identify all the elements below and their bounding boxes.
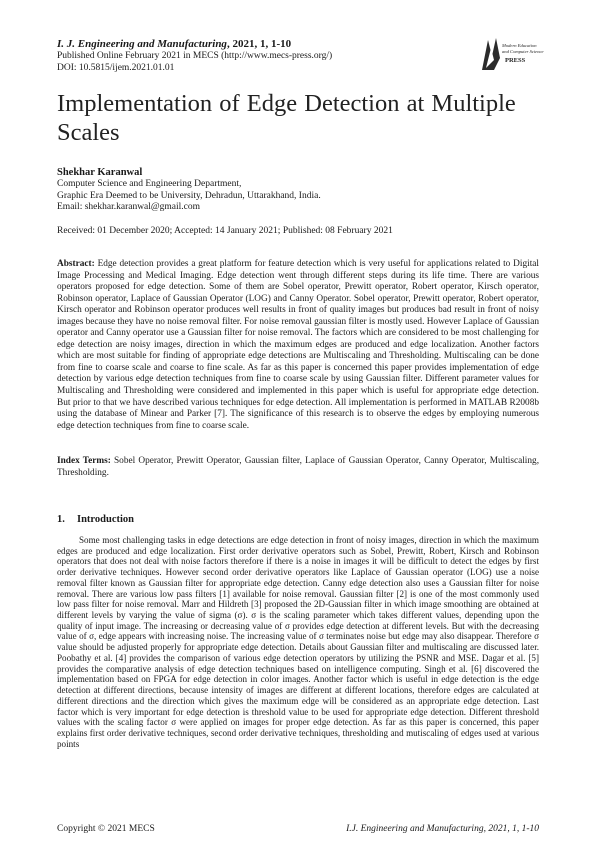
copyright: Copyright © 2021 MECS xyxy=(57,824,155,834)
section-heading-introduction xyxy=(57,514,134,525)
author-name: Shekhar Karanwal xyxy=(57,167,143,178)
section-title: Introduction xyxy=(77,514,134,525)
logo-text-line2: and Computer Science xyxy=(502,49,544,54)
index-terms xyxy=(57,456,539,479)
publication-info: Published Online February 2021 in MECS (http://www.mecs-press.org/) xyxy=(57,51,333,61)
author-block xyxy=(57,166,537,214)
journal-issue: , 2021, 1, 1-10 xyxy=(226,38,292,50)
paper-title: Implementation of Edge Detection at Multiple Scales xyxy=(57,90,516,146)
author-email: Email: shekhar.karanwal@gmail.com xyxy=(57,202,201,212)
abstract-label: Abstract: xyxy=(57,259,95,269)
logo-text-press: PRESS xyxy=(505,57,526,64)
author-department: Computer Science and Engineering Department, xyxy=(57,179,242,189)
publisher-logo xyxy=(478,34,546,72)
logo-text-line1: Modern Education xyxy=(502,43,537,48)
journal-citation xyxy=(57,38,417,51)
abstract-text: Edge detection provides a great platform for feature detection which is very useful for applications related to Digital Image Processing and Medical Imaging. Edge detection went through different steps during its life time. There are various operators proposed for edge detection. Some of them are Sobel operator, Prewitt operator, Robert operator, Kirsch operator, Robinson operator, Laplace of Gaussian Operator (LOG) and Canny Operator. Sobel operator, Prewitt operator, Robert operator, Kirsch operator and Robinson operator produces well results in front of quality images but produces bad result in front of noisy images because they have no noise removal filter. For noise removal gaussian filter is mostly used. However Laplace of Gaussian operator and Canny operator use a Gaussian filter for noise removal. The factors which are considered to be most challenging for edge detection are noisy images, direction in which the maximum edges are produced and edge localization. Another factors which are most suitable for finding of appropriate edge detections are Multiscaling and Thresholding. Multiscaling can be done from fine to coarse scale and coarse to fine scale. As far as this paper is concerned this paper provides implementation of edge detection by various edge detection techniques from fine to coarse scale by using Gaussian filter. Different parameter values for Multiscaling and Thresholding were considered and implemented in this paper which is useful for appropriate edge detection. But prior to that we have described various techniques for edge detection. All implementation is performed in MATLAB R2008b using the database of Minear and Parker [7]. The significance of this research is to observe the edges by employing numerous edge detection techniques from fine to coarse scale. xyxy=(57,259,540,431)
publication-dates: Received: 01 December 2020; Accepted: 14 January 2021; Published: 08 February 2021 xyxy=(57,226,393,236)
journal-header xyxy=(57,38,417,74)
journal-name: I. J. Engineering and Manufacturing xyxy=(57,38,227,50)
doi: DOI: 10.5815/ijem.2021.01.01 xyxy=(57,62,175,73)
author-university: Graphic Era Deemed to be University, Dehradun, Uttarakhand, India. xyxy=(57,190,321,201)
section-number: 1. xyxy=(57,514,65,525)
introduction-paragraph: Some most challenging tasks in edge detections are edge detection in front of noisy images, direction in which the maximum edges are produced and edge localization. First order derivative operators such as Sobel, Prewitt, Robert, Kirsch and Robinson operators that does not deal with noise factors therefore if there is a noise in images it will be difficult to detect the edges by first order derivative techniques. However second order derivative operators like Laplace of Gaussian operator (LOG) use a noise removal filter known as Gaussian filter for appropriate edge detection. Canny edge detection also uses a Gaussian filter for noise removal. There are various low pass filters [1] available for noise removal. Gaussian filter [2] is one of the most commonly used low pass filter for noise removal. Marr and Hildreth [3] proposed the 2D-Gaussian filter in which image smoothing are obtained at different levels by varying the value of sigma (σ). σ is the scaling parameter which takes different values, depending upon the quality of input image. The increasing or decreasing value of σ provides edge detection at different levels. But with the decreasing value of σ, edge appears with increasing noise. The increasing value of σ terminates noise but edge may also disappear. Therefore σ value should be adjusted properly for appropriate edge detection. Details about Gaussian filter and multiscaling are discussed later. Poobathy et al. [4] provides the comparison of various edge detection operators by utilizing the PSNR and MSE. Dagar et al. [5] provides the comparative analysis of edge detection techniques based on intelligence computing. Singh et al. [6] discovered the implementation based on FPGA for edge detection in color images. Another factor which is useful in edge detection is the edge detection at different directions, because intensity of images are different at different locations, therefore edges are calculated at different directions and the direction which gives the maximum edge will be considered as an appropriate edge detection. Last factor which is very important for edge detection is threshold value to be used for appropriate edge detection. Different threshold values with the scaling factor σ were applied on images for proper edge detection. As far as this paper is concerned, this paper explains first order derivative techniques, second order derivative techniques, thresholding and mutiscaling of edges used at various points xyxy=(57,535,539,749)
abstract xyxy=(57,259,539,432)
footer-journal-reference: I.J. Engineering and Manufacturing, 2021, 1, 1-10 xyxy=(346,824,539,834)
index-terms-label: Index Terms: xyxy=(57,456,111,466)
index-terms-text: Sobel Operator, Prewitt Operator, Gaussian filter, Laplace of Gaussian Operator, Canny Operator, Multiscaling, Thresholding. xyxy=(57,456,540,478)
